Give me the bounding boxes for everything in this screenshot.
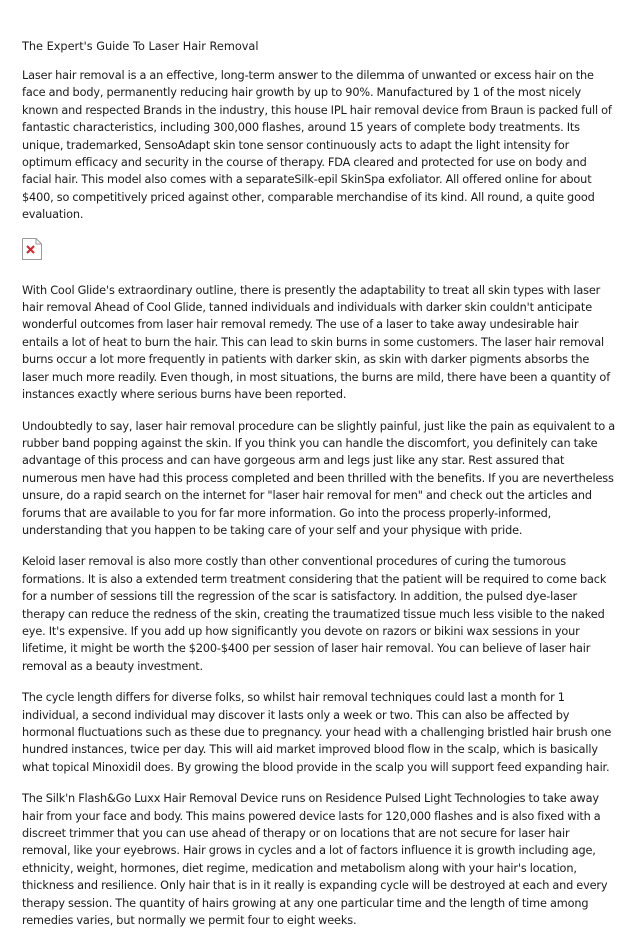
document-page [22,38,616,943]
paragraph-4: Keloid laser removal is also more costly than other conventional procedures of curing the tumorous formations. It is also a extended term treatment considering that the patient will be required to come back for a number of sessions till the regression of the scar is satisfactory. In addition, the pulsed dye-laser therapy can reduce the redness of the skin, creating the traumatized tissue much less visible to the naked eye. It's expensive. If you add up how significantly you devote on razors or bikini wax sessions in your lifetime, it might be worth the $200-$400 per session of laser hair removal. You can believe of laser hair removal as a beauty investment. [22,555,607,673]
broken-image-icon [22,238,42,260]
document-title: The Expert's Guide To Laser Hair Removal [22,40,259,53]
paragraph-5: The cycle length differs for diverse folks, so whilst hair removal techniques could last a month for 1 individual, a second individual may discover it lasts only a week or two. This can also be affected by hormonal fluctuations such as these due to pregnancy. your head with a challenging bristled hair brush one hundred instances, twice per day. This will aid market improved blood flow in the scalp, which is basically what topical Minoxidil does. By growing the blood provide in the scalp you will support feed expanding hair. [22,691,612,774]
paragraph-6: The Silk'n Flash&Go Luxx Hair Removal Device runs on Residence Pulsed Light Technologies to take away hair from your face and body. This mains powered device lasts for 120,000 flashes and is also fixed with a discreet trimmer that you can use ahead of therapy or on locations that are not secure for laser hair removal, like your eyebrows. Hair grows in cycles and a lot of factors influence it is growth including age, ethnicity, weight, hormones, diet regime, medication and metabolism along with your hair's location, thickness and resilience. Only hair that is in it really is expanding cycle will be destroyed at each and every therapy session. The quantity of hairs growing at any one particular time and the length of time among remedies varies, but normally we permit four to eight weeks. [22,792,608,928]
paragraph-3: Undoubtedly to say, laser hair removal procedure can be slightly painful, just like the pain as equivalent to a rubber band popping against the skin. If you think you can handle the discomfort, you definitely can take advantage of this process and can have gorgeous arm and legs just like any star. Rest assured that numerous men have had this process completed and been thrilled with the benefits. If you are nevertheless unsure, do a rapid search on the internet for "laser hair removal for men" and check out the articles and forums that are available to you for far more information. Go into the process properly-informed, understanding that you happen to be taking care of your self and your physique with pride. [22,419,616,537]
paragraph-2: With Cool Glide's extraordinary outline, there is presently the adaptability to treat all skin types with laser hair removal Ahead of Cool Glide, tanned individuals and individuals with darker skin couldn't anticipate wonderful outcomes from laser hair removal remedy. The use of a laser to take away undesirable hair entails a lot of heat to burn the hair. This can lead to skin burns in some customers. The laser hair removal burns occur a lot more frequently in patients with darker skin, as skin with darker pigments absorbs the laser much more readily. Even though, in most situations, the burns are mild, there have been a quantity of instances exactly where serious burns have been reported. [22,283,611,402]
paragraph-1: Laser hair removal is a an effective, long-term answer to the dilemma of unwanted or excess hair on the face and body, permanently reducing hair growth by up to 90%. Manufactured by 1 of the most nicely known and respected Brands in the industry, this house IPL hair removal device from Braun is packed full of fantastic characteristics, including 300,000 flashes, around 15 years of complete body treatments. Its unique, trademarked, SensoAdapt skin tone sensor continuously acts to adapt the light intensity for optimum efficacy and security in the course of therapy. FDA cleared and protected for use on body and facial hair. This model also comes with a separateSilk-epil SkinSpa exfoliator. All offered online for about $400, so competitively priced against other, comparable merchandise of its kind. All round, a quite good evaluation. [22,69,612,222]
